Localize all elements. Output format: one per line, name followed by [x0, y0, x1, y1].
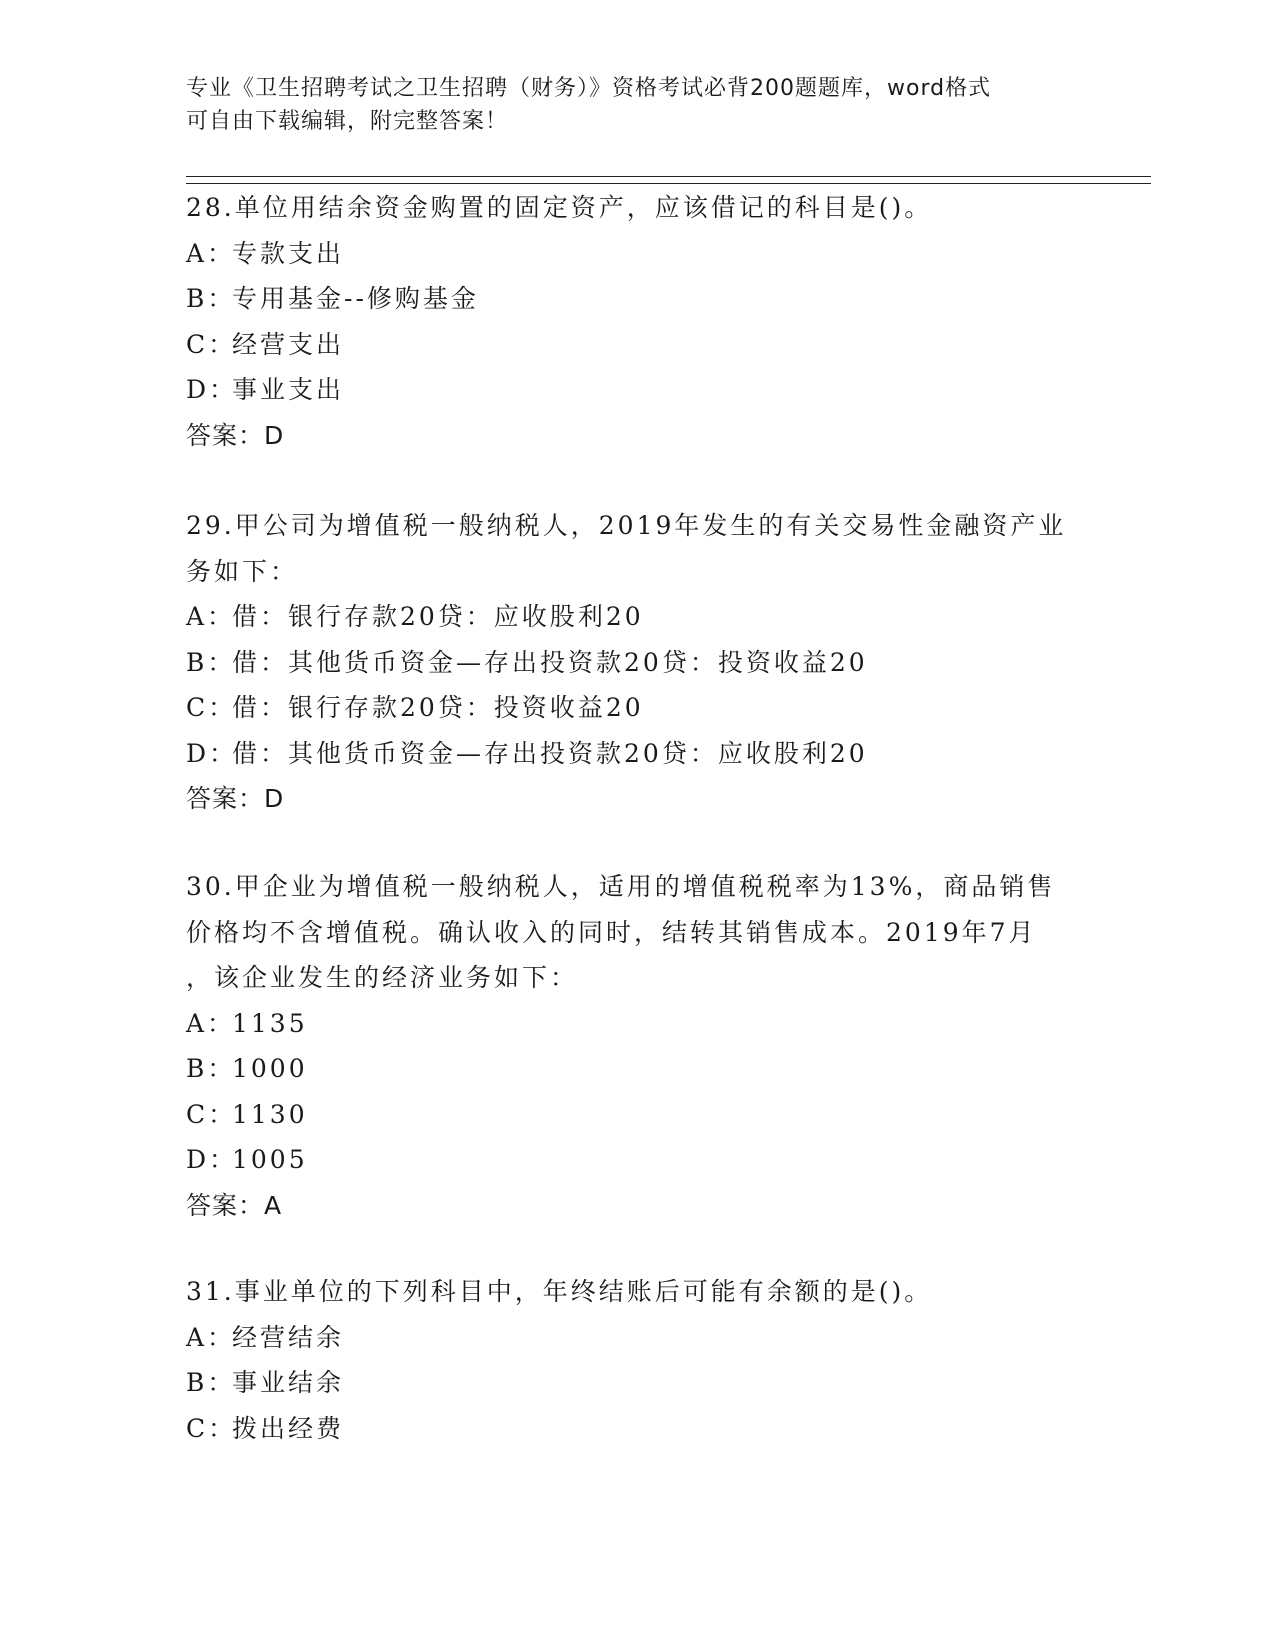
question-stem: 价格均不含增值税。确认收入的同时，结转其销售成本。2019年7月 — [186, 917, 1037, 947]
question-stem: 务如下： — [186, 556, 299, 586]
header-line: 可自由下载编辑，附完整答案！ — [186, 109, 509, 134]
option-c: C：拨出经费 — [186, 1413, 345, 1443]
option-c: C：1130 — [186, 1099, 308, 1129]
option-a: A：专款支出 — [186, 238, 345, 268]
option-a: A：1135 — [186, 1008, 308, 1038]
answer: 答案：D — [186, 784, 285, 813]
header-line: 专业《卫生招聘考试之卫生招聘（财务）》资格考试必背200题题库，word格式 — [186, 76, 992, 101]
option-b: B：专用基金--修购基金 — [186, 284, 479, 313]
question-stem: 29.甲公司为增值税一般纳税人，2019年发生的有关交易性金融资产业 — [186, 511, 1067, 540]
option-a: A：借：银行存款20贷：应收股利20 — [186, 602, 644, 631]
option-d: D：1005 — [186, 1145, 308, 1174]
answer: 答案：D — [186, 420, 285, 450]
option-d: D：借：其他货币资金—存出投资款20贷：应收股利20 — [186, 738, 868, 768]
header-divider — [186, 176, 1151, 177]
question-stem: 30.甲企业为增值税一般纳税人，适用的增值税税率为13%，商品销售 — [186, 872, 1056, 901]
question-stem: 28.单位用结余资金购置的固定资产，应该借记的科目是()。 — [186, 193, 933, 222]
question-stem: 31.事业单位的下列科目中，年终结账后可能有余额的是()。 — [186, 1277, 933, 1306]
option-b: B：借：其他货币资金—存出投资款20贷：投资收益20 — [186, 647, 868, 677]
option-c: C：经营支出 — [186, 329, 345, 359]
option-b: B：1000 — [186, 1054, 308, 1083]
question-block — [186, 1269, 1086, 1451]
option-a: A：经营结余 — [186, 1322, 345, 1352]
question-block — [186, 864, 1086, 1228]
question-block — [186, 185, 1086, 458]
option-b: B：事业结余 — [186, 1368, 345, 1397]
question-block — [186, 503, 1086, 822]
answer: 答案：A — [186, 1190, 283, 1220]
document-header — [186, 72, 1086, 138]
header-divider — [186, 183, 1151, 184]
question-stem: ，该企业发生的经济业务如下： — [186, 963, 579, 992]
option-d: D：事业支出 — [186, 375, 345, 404]
option-c: C：借：银行存款20贷：投资收益20 — [186, 693, 644, 722]
